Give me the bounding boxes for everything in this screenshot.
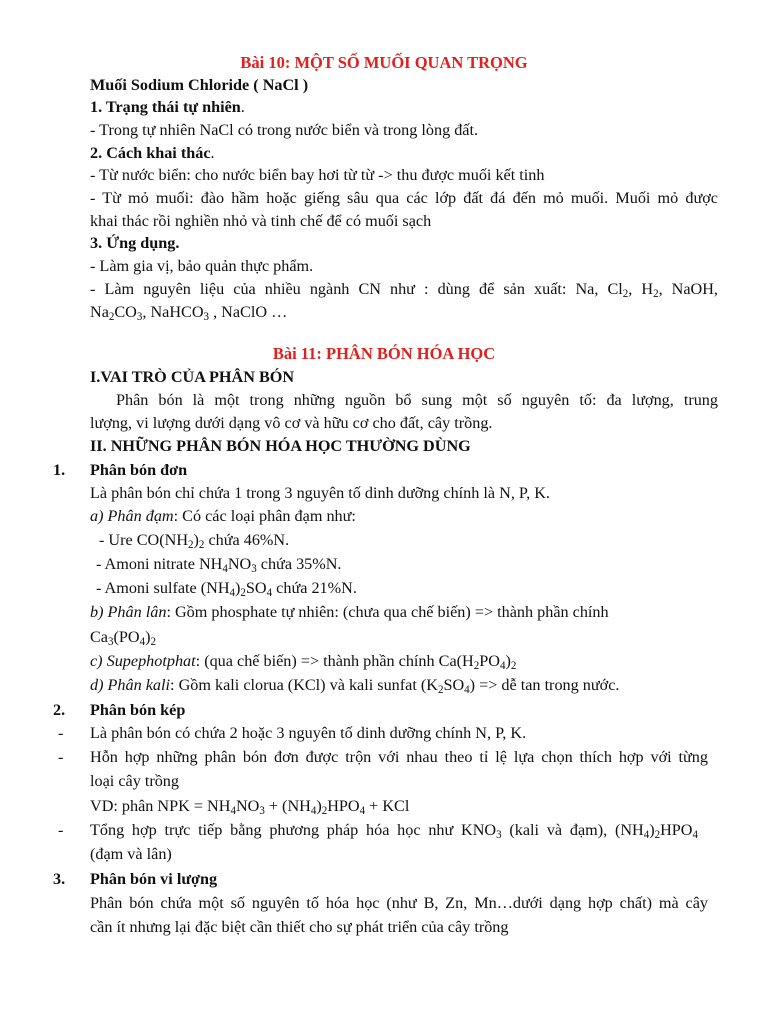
fertilizer-role-line-2: lượng, vi lượng dưới dạng vô cơ và hữu cơ cho đất, cây trồng. xyxy=(90,414,493,432)
compound-fertilizer-line-3: loại cây trồng xyxy=(90,772,179,790)
item-3-number: 3. xyxy=(53,870,66,888)
application-line-3: $Na_2CO_3$, NaHCO$_3$ , NaClO … xyxy=(90,303,288,324)
fertilizer-role-line-1: Phân bón là một trong những nguồn bổ sung một số nguyên tố: đa lượng, trung xyxy=(116,391,718,409)
natural-state-line: - Trong tự nhiên NaCl có trong nước biển và trong lòng đất. xyxy=(90,121,479,139)
application-line-2: - Làm nguyên liệu của nhiều ngành CN như : dùng để sản xuất: Na, $Cl_2$, $H_2$, NaOH, xyxy=(90,280,718,301)
extraction-mine-line: - Từ mỏ muối: đào hầm hoặc giếng sâu qua các lớp đất đá đến mỏ muối. Muối mỏ được xyxy=(90,189,718,207)
sodium-chloride-heading: Muối Sodium Chloride ( NaCl ) xyxy=(90,76,309,94)
bullet-dash: - xyxy=(58,748,64,766)
item-1-number: 1. xyxy=(53,461,66,479)
bullet-dash: - xyxy=(58,821,64,839)
compound-fertilizer-line-2: Hỗn hợp những phân bón đơn được trộn với nhau theo tỉ lệ lựa chọn thích hợp với từng xyxy=(90,748,708,766)
compound-fertilizer-line-1: Là phân bón có chứa 2 hoặc 3 nguyên tố dinh dưỡng chính N, P, K. xyxy=(90,724,527,742)
compound-fertilizer-title: Phân bón kép xyxy=(90,701,186,719)
lesson-11-title: Bài 11: PHÂN BÓN HÓA HỌC xyxy=(272,344,496,363)
section-1-title: 1. Trạng thái tự nhiên. xyxy=(90,98,245,116)
phosphate-formula-line: $Ca_3(PO_4)_2$ xyxy=(90,628,156,649)
micronutrient-line-1: Phân bón chứa một số nguyên tố hóa học (như B, Zn, Mn…dưới dạng hợp chất) mà cây xyxy=(90,894,708,912)
lesson-10-title: Bài 10: MỘT SỐ MUỐI QUAN TRỌNG xyxy=(240,53,528,72)
compound-fertilizer-line-6: (đạm và lân) xyxy=(90,845,172,863)
item-2-number: 2. xyxy=(53,701,66,719)
single-fertilizer-definition: Là phân bón chỉ chứa 1 trong 3 nguyên tố dinh dưỡng chính là N, P, K. xyxy=(90,484,550,502)
single-fertilizer-title: Phân bón đơn xyxy=(90,461,188,479)
superphosphate-line: c) Supephotphat: (qua chế biến) => thành phần chính $Ca(H_2PO_4)_2$ xyxy=(90,652,517,673)
nitrogen-fertilizer-line: a) Phân đạm: Có các loại phân đạm như: xyxy=(90,507,356,525)
application-line-1: - Làm gia vị, bảo quản thực phẩm. xyxy=(90,257,314,275)
urea-line: - Ure $CO(NH_2)_2$ chứa 46%N. xyxy=(99,531,290,552)
extraction-mine-line-2: khai thác rồi nghiền nhỏ và tinh chế để có muối sạch xyxy=(90,212,432,230)
extraction-sea-line: - Từ nước biển: cho nước biển bay hơi từ từ -> thu được muối kết tinh xyxy=(90,166,545,184)
section-2-title: 2. Cách khai thác. xyxy=(90,144,215,162)
potassium-fertilizer-line: d) Phân kali: Gồm kali clorua (KCl) và kali sunfat $(K_2SO_4)$ => dễ tan trong nước. xyxy=(90,676,620,697)
phosphate-fertilizer-line: b) Phân lân: Gồm phosphate tự nhiên: (chưa qua chế biến) => thành phần chính xyxy=(90,603,609,621)
ammonium-sulfate-line: - Amoni sulfate $(NH_4)_2SO_4$ chứa 21%N. xyxy=(96,579,357,600)
bullet-dash: - xyxy=(58,724,64,742)
compound-fertilizer-line-5: Tổng hợp trực tiếp bằng phương pháp hóa học như $KNO_3$ (kali và đạm), $(NH_4)_2HPO_4$ xyxy=(90,821,698,842)
micronutrient-line-2: cần ít nhưng lại đặc biệt cần thiết cho sự phát triển của cây trồng xyxy=(90,918,509,936)
micronutrient-fertilizer-title: Phân bón vi lượng xyxy=(90,870,218,888)
part-2-title: II. NHỮNG PHÂN BÓN HÓA HỌC THƯỜNG DÙNG xyxy=(90,437,471,455)
ammonium-nitrate-line: - Amoni nitrate $NH_4NO_3$ chứa 35%N. xyxy=(96,555,342,576)
part-1-title: I.VAI TRÒ CỦA PHÂN BÓN xyxy=(90,368,295,386)
section-3-title: 3. Ứng dụng. xyxy=(90,234,180,252)
npk-example-line: VD: phân NPK = $NH_4NO_3 + (NH_4)_2HPO_4$ + KCl xyxy=(90,797,410,818)
